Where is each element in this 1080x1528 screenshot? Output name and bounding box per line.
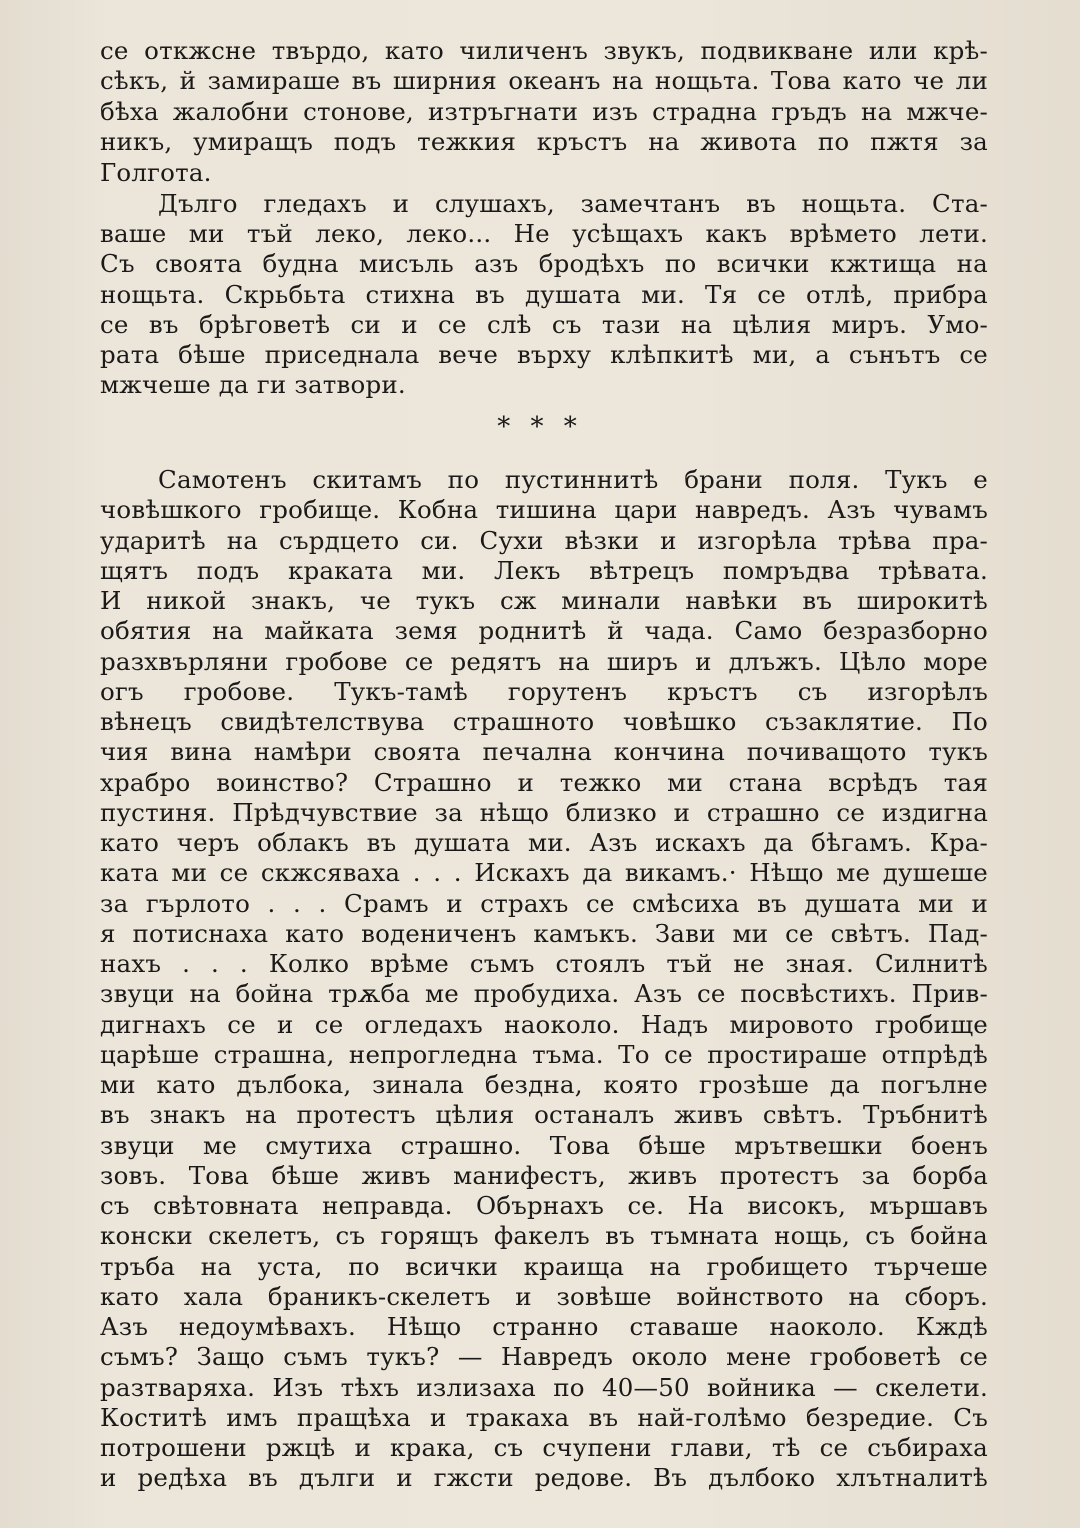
text-line: съмъ? Защо съмъ тукъ? — Навредъ около мене гробоветѣ се: [100, 1342, 988, 1372]
text-line: потрошени ржцѣ и крака, съ счупени глави, тѣ се събираха: [100, 1433, 988, 1462]
text-line: ваше ми тъй леко, леко... Не усѣщахъ какъ врѣмето лети.: [100, 219, 988, 249]
text-line: зовъ. Това бѣше живъ манифестъ, живъ протестъ за борба: [100, 1160, 988, 1190]
paragraph-night-thoughts: [100, 189, 988, 400]
text-line: и редѣха въ дълги и гжсти редове. Въ дълбоко хлътналитѣ: [100, 1463, 988, 1493]
text-line: бѣха жалобни стонове, изтръгнати изъ страдна гръдъ на мжче-: [100, 96, 988, 126]
text-line: Азъ недоумѣвахъ. Нѣщо странно ставаше наоколо. Кждѣ: [100, 1312, 988, 1341]
section-separator: * * *: [497, 412, 583, 442]
text-line: ми като дълбока, зинала бездна, която грозѣше да погълне: [100, 1070, 988, 1099]
text-line: ката ми се скжсяваха . . . Искахъ да викамъ.· Нѣщо ме душеше: [100, 858, 988, 888]
text-line: вѣнецъ свидѣтелствува страшното човѣшко съзаклятие. По: [100, 707, 988, 736]
text-line: тръба на уста, по всички краища на гробището търчеше: [100, 1251, 988, 1281]
text-line: Коститѣ имъ пращѣха и тракаха въ най-голѣмо безредие. Съ: [100, 1402, 988, 1432]
paragraph-continuation: [100, 36, 988, 188]
text-line: нахъ . . . Колко врѣме съмъ стоялъ тъй не зная. Силнитѣ: [100, 949, 988, 978]
text-line: разхвърляни гробове се редятъ на ширъ и длъжъ. Цѣло море: [100, 646, 988, 676]
text-line: огъ гробове. Тукъ-тамѣ горутенъ кръстъ съ изгорѣлъ: [100, 676, 988, 706]
text-line: я потиснаха като водениченъ камъкъ. Зави ми се свѣтъ. Пад-: [100, 918, 988, 948]
text-line: чия вина намѣри своята печална кончина почиващото тукъ: [100, 737, 988, 767]
text-line: се откжсне твърдо, като чиличенъ звукъ, подвикване или крѣ-: [100, 36, 988, 65]
text-line: Голгота.: [100, 157, 212, 187]
text-line: Самотенъ скитамъ по пустиннитѣ брани поля. Тукъ е: [158, 465, 988, 494]
text-line: обятия на майката земя роднитѣ й чада. Само безразборно: [100, 616, 988, 646]
text-line: нощьта. Скрьбьта стихна въ душата ми. Тя се отлѣ, прибра: [100, 279, 988, 309]
text-line: като черъ облакъ въ душата ми. Азъ искахъ да бѣгамъ. Кра-: [100, 828, 988, 857]
text-line: рата бѣше приседнала вече върху клѣпкитѣ ми, а сънътъ се: [100, 340, 988, 370]
text-line: звуци ме смутиха страшно. Това бѣше мрътвешки боенъ: [100, 1130, 988, 1160]
text-line: ударитѣ на сърдцето си. Сухи вѣзки и изгорѣла трѣва пра-: [100, 525, 988, 555]
text-line: сѣкъ, й замираше въ ширния океанъ на нощьта. Това като че ли: [100, 66, 988, 96]
text-line: никъ, умиращъ подъ тежкия кръстъ на живота по пжтя за: [100, 127, 988, 157]
text-line: въ знакъ на протестъ цѣлия останалъ живъ свѣтъ. Тръбнитѣ: [100, 1100, 988, 1130]
text-line: като хала браникъ-скелетъ и зовѣше войнството на сборъ.: [100, 1281, 988, 1311]
text-line: храбро воинство? Страшно и тежко ми стана всрѣдъ тая: [100, 767, 988, 797]
text-line: звуци на бойна трѫба ме пробудиха. Азъ се посвѣстихъ. Прив-: [100, 979, 988, 1009]
text-line: щятъ подъ краката ми. Лекъ вѣтрецъ помръдва трѣвата.: [100, 555, 988, 585]
text-line: мжчеше да ги затвори.: [100, 370, 406, 400]
paragraph-graveyard: [100, 465, 988, 1494]
text-line: се въ брѣговетѣ си и се слѣ съ тази на цѣлия миръ. Умо-: [100, 309, 988, 339]
text-line: човѣшкого гробище. Кобна тишина цари навредъ. Азъ чувамъ: [100, 495, 988, 525]
text-line: за гърлото . . . Срамъ и страхъ се смѣсиха въ душата ми и: [100, 888, 988, 918]
text-line: И никой знакъ, че тукъ сж минали навѣки въ широкитѣ: [100, 586, 988, 615]
text-line: съ свѣтовната неправда. Обърнахъ се. На високъ, мършавъ: [100, 1191, 988, 1220]
text-line: Дълго гледахъ и слушахъ, замечтанъ въ нощьта. Ста-: [158, 189, 988, 218]
text-line: дигнахъ се и се огледахъ наоколо. Надъ мировото гробище: [100, 1009, 988, 1039]
text-line: Съ своята будна мисъль азъ бродѣхъ по всички кжтища на: [100, 249, 988, 279]
text-line: конски скелетъ, съ горящъ факелъ въ тъмната нощь, съ бойна: [100, 1221, 988, 1251]
text-line: царѣше страшна, непрогледна тъма. То се простираше отпрѣдѣ: [100, 1039, 988, 1069]
text-line: разтваряха. Изъ тѣхъ излизаха по 40—50 войника — скелети.: [100, 1372, 988, 1402]
text-line: пустиня. Прѣдчувствие за нѣщо близко и страшно се издигна: [100, 797, 988, 827]
